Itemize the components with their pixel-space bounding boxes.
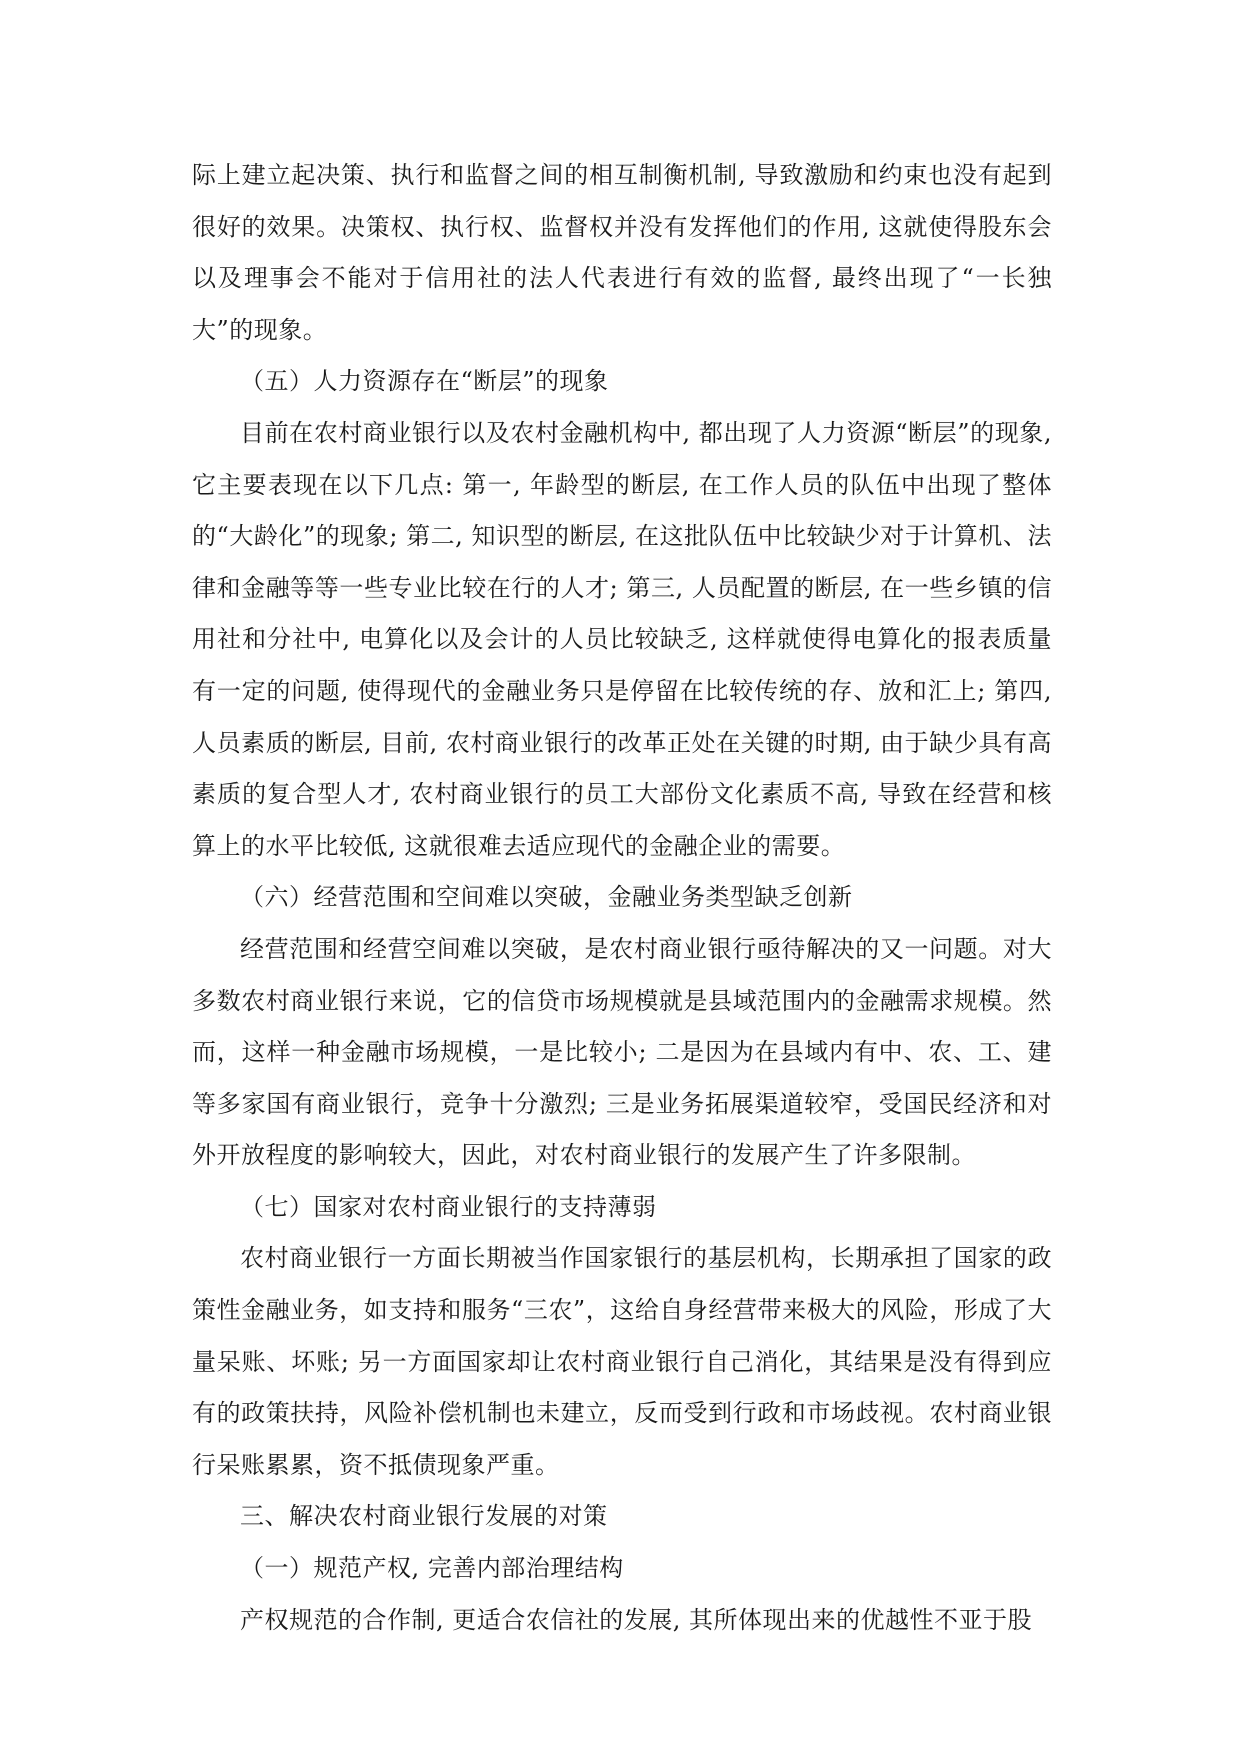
section-heading-6: （六）经营范围和空间难以突破，金融业务类型缺乏创新 xyxy=(240,883,853,912)
document-body xyxy=(192,150,1052,1646)
section-heading-5: （五）人力资源存在“断层”的现象 xyxy=(240,367,609,396)
paragraph-property-rights: 产权规范的合作制, 更适合农信社的发展, 其所体现出来的优越性不亚于股 xyxy=(240,1605,1033,1634)
paragraph-state-support: 农村商业银行一方面长期被当作国家银行的基层机构，长期承担了国家的政策性金融业务，如支持和服务“三农”，这给自身经营带来极大的风险，形成了大量呆账、坏账; 另一方面国家却让农村商业银行自己消化，其结果是没有得到应有的政策扶持，风险补偿机制也未建立，反而受到行政和市场歧视。农村商业银行呆账累累，资不抵债现象严重。 xyxy=(192,1244,1052,1479)
paragraph-continued: 际上建立起决策、执行和监督之间的相互制衡机制, 导致激励和约束也没有起到很好的效果。决策权、执行权、监督权并没有发挥他们的作用, 这就使得股东会以及理事会不能对于信用社的法人代表进行有效的监督, 最终出现了“一长独大”的现象。 xyxy=(192,161,1052,344)
paragraph-business-scope: 经营范围和经营空间难以突破，是农村商业银行亟待解决的又一问题。对大多数农村商业银行来说，它的信贷市场规模就是县域范围内的金融需求规模。然而，这样一种金融市场规模，一是比较小; 二是因为在县域内有中、农、工、建等多家国有商业银行，竞争十分激烈; 三是业务拓展渠道较窄，受国民经济和对外开放程度的影响较大，因此，对农村商业银行的发展产生了许多限制。 xyxy=(192,934,1052,1170)
section-heading-7: （七）国家对农村商业银行的支持薄弱 xyxy=(240,1192,657,1221)
section-heading-1: （一）规范产权, 完善内部治理结构 xyxy=(240,1554,624,1583)
chapter-heading-3: 三、解决农村商业银行发展的对策 xyxy=(240,1502,608,1531)
paragraph-hr-gap: 目前在农村商业银行以及农村金融机构中, 都出现了人力资源“断层”的现象, 它主要表现在以下几点: 第一, 年龄型的断层, 在工作人员的队伍中出现了整体的“大龄化”的现象; 第二, 知识型的断层, 在这批队伍中比较缺少对于计算机、法律和金融等等一些专业比较在行的人才; 第三, 人员配置的断层, 在一些乡镇的信用社和分社中, 电算化以及会计的人员比较缺乏, 这样就使得电算化的报表质量有一定的问题, 使得现代的金融业务只是停留在比较传统的存、放和汇上; 第四, 人员素质的断层, 目前, 农村商业银行的改革正处在关键的时期, 由于缺少具有高素质的复合型人才, 农村商业银行的员工大部份文化素质不高, 导致在经营和核算上的水平比较低, 这就很难去适应现代的金融企业的需要。 xyxy=(192,418,1052,860)
